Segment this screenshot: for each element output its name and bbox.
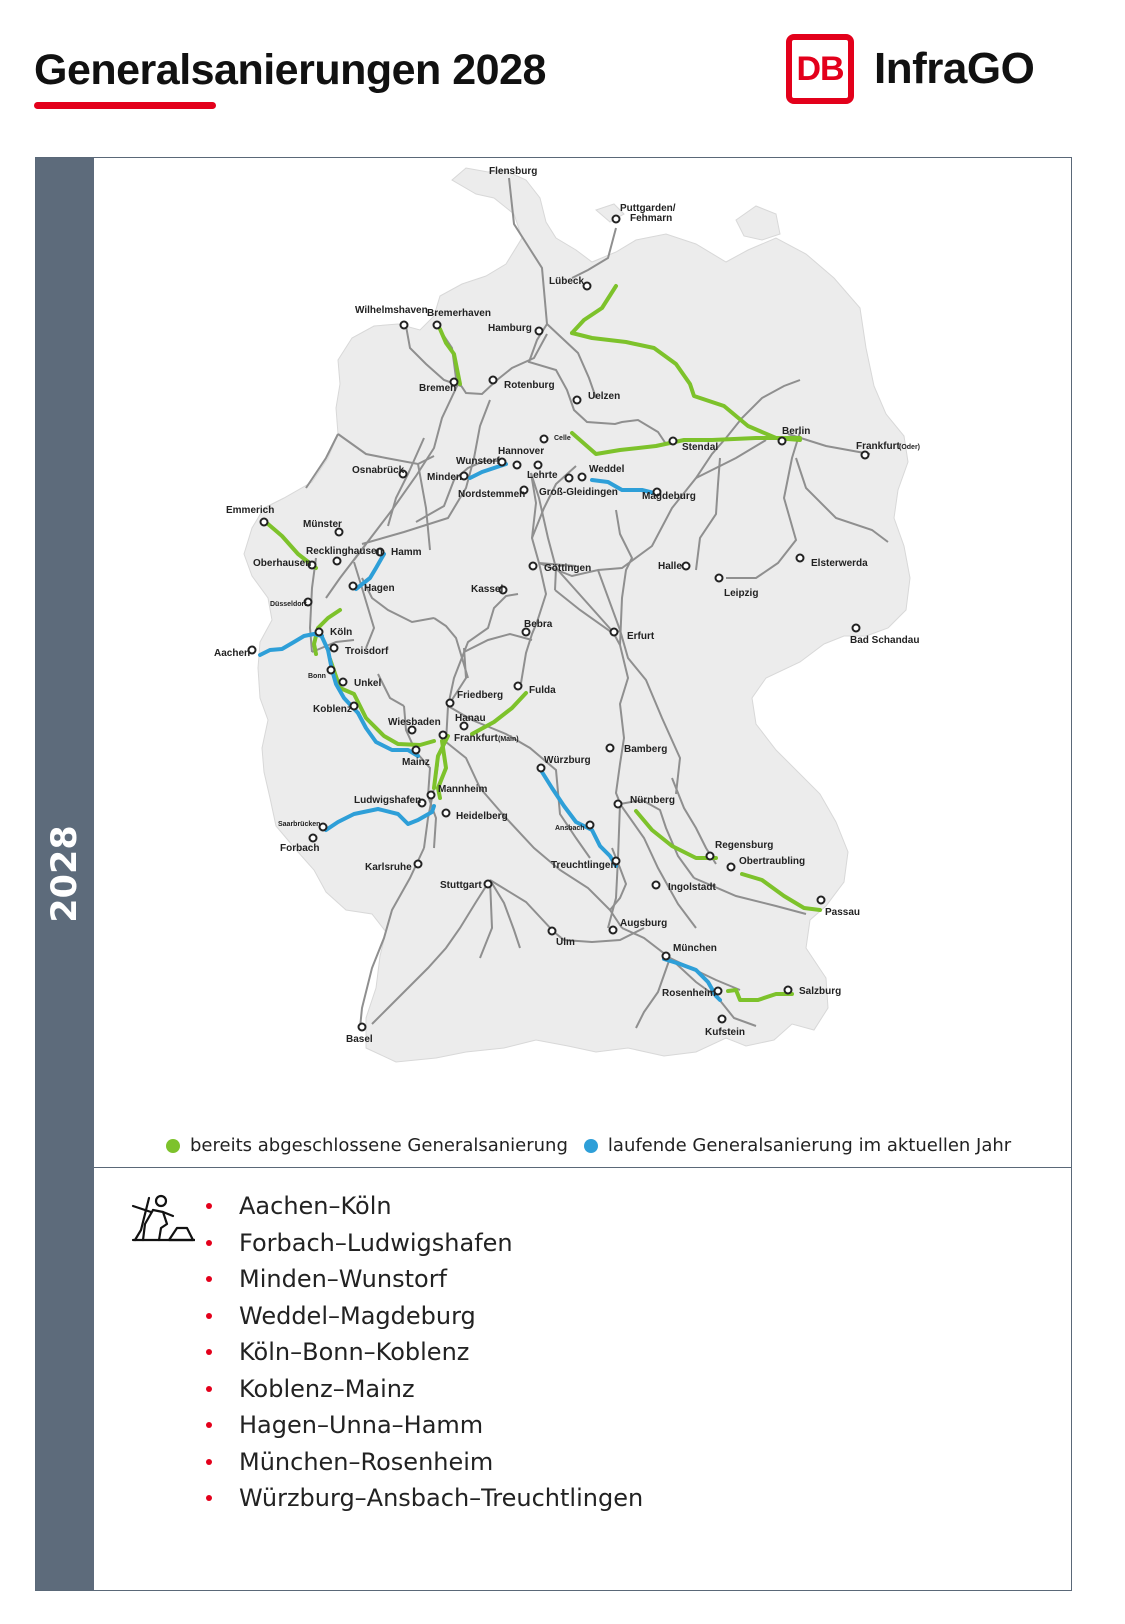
project-label: Köln–Bonn–Koblenz: [239, 1338, 470, 1366]
panel-divider: [94, 1167, 1071, 1168]
label-frankfurt-oder-suffix: (Oder): [899, 444, 920, 451]
label-karlsruhe: Karlsruhe: [365, 862, 412, 873]
project-item: [204, 1188, 643, 1225]
label-frankfurt-main-suffix: (Main): [498, 736, 519, 743]
label-stendal: Stendal: [682, 442, 719, 453]
year-label: 2028: [45, 825, 85, 923]
label-friedberg: Friedberg: [457, 690, 504, 701]
label-berlin: Berlin: [782, 426, 811, 437]
label-rotenburg: Rotenburg: [504, 380, 555, 391]
label-heidelberg: Heidelberg: [456, 811, 508, 822]
label-mainz: Mainz: [402, 757, 430, 768]
label-oberhausen: Oberhausen: [253, 558, 312, 569]
label-weddel: Weddel: [589, 464, 625, 475]
label-hagen: Hagen: [364, 583, 395, 594]
label-saarbruecken: Saarbrücken: [278, 821, 321, 828]
label-magdeburg: Magdeburg: [642, 491, 696, 502]
label-luebeck: Lübeck: [549, 276, 585, 287]
label-flensburg: Flensburg: [489, 166, 538, 177]
project-label: Würzburg–Ansbach–Treuchtlingen: [239, 1484, 644, 1512]
legend-completed: [166, 1135, 568, 1156]
label-basel: Basel: [346, 1034, 373, 1045]
project-label: Weddel–Magdeburg: [239, 1301, 476, 1330]
label-koblenz: Koblenz: [313, 704, 352, 715]
label-ulm: Ulm: [556, 937, 575, 948]
label-wuerzburg: Würzburg: [544, 755, 591, 766]
label-hanau: Hanau: [455, 713, 486, 724]
label-minden: Minden: [427, 472, 462, 483]
label-hamm: Hamm: [391, 547, 422, 558]
label-nuernberg: Nürnberg: [630, 795, 675, 806]
label-frankfurt-main: Frankfurt: [454, 733, 498, 744]
legend-ongoing-dot: [584, 1139, 598, 1153]
label-wilhelmshaven: Wilhelmshaven: [355, 305, 428, 316]
label-nordstemmen: Nordstemmen: [458, 489, 526, 500]
label-recklinghausen: Recklinghausen: [306, 546, 383, 557]
label-erfurt: Erfurt: [627, 631, 655, 642]
db-logo-mark: DB: [786, 34, 854, 104]
label-unkel: Unkel: [354, 678, 382, 689]
germany-rail-map: [94, 158, 1072, 1108]
label-frankfurt-oder: Frankfurt: [856, 441, 900, 452]
legend-ongoing-label: laufende Generalsanierung im aktuellen Jahr: [607, 1135, 1012, 1156]
project-label: Forbach–Ludwigshafen: [239, 1228, 513, 1257]
bullet: [206, 1386, 212, 1392]
project-label: Minden–Wunstorf: [239, 1265, 448, 1293]
label-gross-gleidingen: Groß-Gleidingen: [539, 487, 618, 498]
bullet: [206, 1495, 212, 1501]
project-item: [204, 1480, 643, 1517]
label-bonn: Bonn: [308, 673, 326, 680]
label-bad-schandau: Bad Schandau: [850, 635, 920, 646]
label-kufstein: Kufstein: [705, 1027, 745, 1038]
legend-completed-dot: [166, 1139, 180, 1153]
map-legend: [166, 1135, 1027, 1156]
bullet: [206, 1349, 212, 1355]
label-augsburg: Augsburg: [620, 918, 668, 929]
label-bebra: Bebra: [524, 619, 553, 630]
label-muenster: Münster: [303, 519, 342, 530]
project-item: [204, 1407, 643, 1444]
legend-completed-label: bereits abgeschlossene Generalsanierung: [190, 1135, 568, 1156]
label-lehrte: Lehrte: [527, 470, 558, 481]
label-duesseldorf: Düsseldorf: [270, 601, 307, 608]
label-hamburg: Hamburg: [488, 323, 532, 334]
db-infrago-logo: [786, 34, 1034, 104]
label-celle: Celle: [554, 435, 571, 442]
label-emmerich: Emmerich: [226, 505, 275, 516]
label-koeln: Köln: [330, 627, 353, 638]
construction-worker-icon: [131, 1194, 195, 1242]
label-troisdorf: Troisdorf: [345, 646, 389, 657]
label-forbach: Forbach: [280, 843, 320, 854]
label-ansbach: Ansbach: [555, 825, 585, 832]
label-bremen: Bremen: [419, 383, 457, 394]
bullet: [206, 1459, 212, 1465]
project-label: Aachen–Köln: [239, 1192, 392, 1220]
label-bamberg: Bamberg: [624, 744, 668, 755]
label-bremerhaven: Bremerhaven: [427, 308, 491, 319]
project-item: [204, 1261, 643, 1298]
label-ludwigshafen: Ludwigshafen: [354, 795, 422, 806]
label-salzburg: Salzburg: [799, 986, 842, 997]
germany-land: [244, 168, 910, 1062]
label-goettingen: Göttingen: [544, 563, 592, 574]
project-item: [204, 1298, 643, 1335]
label-uelzen: Uelzen: [588, 391, 621, 402]
label-ingolstadt: Ingolstadt: [668, 882, 716, 893]
label-mannheim: Mannheim: [438, 784, 488, 795]
label-stuttgart: Stuttgart: [440, 880, 482, 891]
label-kassel: Kassel: [471, 584, 504, 595]
infrago-wordmark: InfraGO: [874, 44, 1035, 93]
label-fehmarn: Fehmarn: [630, 213, 673, 224]
bullet: [206, 1313, 212, 1319]
label-obertraubling: Obertraubling: [739, 856, 806, 867]
project-label: Koblenz–Mainz: [239, 1374, 415, 1403]
label-elsterwerda: Elsterwerda: [811, 558, 868, 569]
label-fulda: Fulda: [529, 685, 556, 696]
label-hannover: Hannover: [498, 446, 545, 457]
legend-ongoing: [584, 1135, 1011, 1156]
main-panel: [35, 157, 1072, 1591]
project-label: München–Rosenheim: [239, 1447, 494, 1476]
label-wiesbaden: Wiesbaden: [388, 717, 441, 728]
label-rosenheim: Rosenheim: [662, 988, 716, 999]
bullet: [206, 1276, 212, 1282]
project-label: Hagen–Unna–Hamm: [239, 1411, 484, 1439]
page-title: Generalsanierungen 2028: [34, 46, 546, 94]
bullet: [206, 1422, 212, 1428]
label-regensburg: Regensburg: [715, 840, 774, 851]
label-treuchtlingen: Treuchtlingen: [551, 860, 617, 871]
bullet: [206, 1240, 212, 1246]
label-passau: Passau: [825, 907, 861, 918]
project-item: [204, 1371, 643, 1408]
label-wunstorf: Wunstorf: [456, 456, 500, 467]
bullet: [206, 1203, 212, 1209]
project-item: [204, 1334, 643, 1371]
year-sidebar: [36, 158, 94, 1590]
label-aachen: Aachen: [214, 648, 251, 659]
label-muenchen: München: [673, 943, 717, 954]
label-osnabrueck: Osnabrück: [352, 465, 405, 476]
project-item: [204, 1444, 643, 1481]
project-list: [204, 1188, 643, 1517]
ruegen-island: [736, 206, 780, 240]
label-puttgarden: Puttgarden/: [620, 203, 676, 214]
title-underline: [34, 102, 216, 109]
project-item: [204, 1225, 643, 1262]
label-halle: Halle: [658, 561, 682, 572]
label-leipzig: Leipzig: [724, 588, 759, 599]
